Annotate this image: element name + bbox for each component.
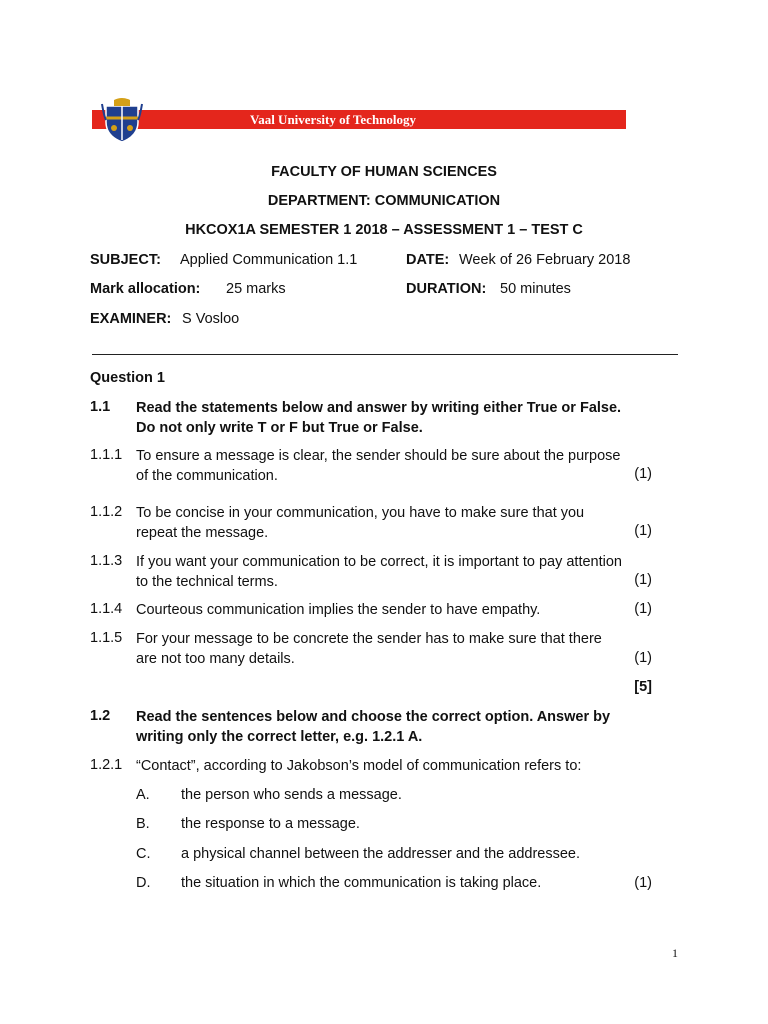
item-number: 1.1.3: [90, 553, 123, 569]
instruction-line: Read the statements below and answer by writing either True or False.: [136, 400, 622, 416]
duration-value: 50 minutes: [500, 281, 571, 297]
subject-value: Applied Communication 1.1: [180, 252, 358, 268]
item-text: [136, 447, 646, 486]
item-number: 1.2.1: [90, 757, 123, 773]
item-text: “Contact”, according to Jakobson’s model of communication refers to:: [136, 758, 582, 774]
divider-line: [92, 354, 678, 355]
item-mark: (1): [634, 875, 652, 891]
subject-label: SUBJECT:: [90, 252, 161, 268]
item-mark: (1): [634, 572, 652, 588]
item-text: [136, 553, 646, 592]
item-number: 1.1.2: [90, 504, 123, 520]
instruction-line: Do not only write T or F but True or False.: [136, 419, 423, 436]
item-text: [136, 504, 616, 543]
item-line: Courteous communication implies the sender to have empathy.: [136, 602, 541, 618]
question-instruction-1-2: [136, 708, 636, 747]
mark-allocation-value: 25 marks: [226, 281, 286, 297]
mark-allocation-label: Mark allocation:: [90, 281, 201, 297]
university-name: Vaal University of Technology: [250, 112, 417, 127]
item-line: repeat the message.: [136, 524, 269, 541]
item-line: To ensure a message is clear, the sender should be sure about the purpose: [136, 448, 621, 464]
option-letter-a: A.: [136, 787, 150, 803]
date-label: DATE:: [406, 252, 450, 268]
university-crest-icon: [100, 98, 144, 144]
item-line: To be concise in your communication, you have to make sure that you: [136, 505, 585, 521]
faculty-title: FACULTY OF HUMAN SCIENCES: [271, 164, 497, 180]
option-letter-d: D.: [136, 875, 151, 891]
date-value: Week of 26 February 2018: [459, 252, 631, 268]
item-mark: (1): [634, 650, 652, 666]
page-number: 1: [672, 946, 678, 960]
option-letter-b: B.: [136, 816, 150, 832]
item-text: [136, 630, 616, 669]
instruction-line: Read the sentences below and choose the correct option. Answer by: [136, 709, 611, 725]
item-mark: (1): [634, 523, 652, 539]
question-title: Question 1: [90, 370, 165, 386]
instruction-line: writing only the correct letter, e.g. 1.2.1 A.: [136, 728, 423, 745]
department-title: DEPARTMENT: COMMUNICATION: [267, 193, 501, 209]
item-number: 1.1.5: [90, 630, 123, 646]
question-number-1-1: 1.1: [90, 399, 111, 415]
item-line: of the communication.: [136, 467, 278, 484]
option-text-a: the person who sends a message.: [181, 787, 402, 803]
section-total: [5]: [634, 679, 652, 695]
item-number: 1.1.4: [90, 601, 123, 617]
examiner-label: EXAMINER:: [90, 311, 172, 327]
question-number-1-2: 1.2: [90, 708, 111, 724]
option-text-d: the situation in which the communication is taking place.: [181, 875, 542, 891]
item-text: [136, 601, 616, 621]
question-instruction-1-1: [136, 399, 636, 438]
option-letter-c: C.: [136, 846, 151, 862]
item-line: are not too many details.: [136, 650, 295, 667]
item-mark: (1): [634, 466, 652, 482]
item-number: 1.1.1: [90, 447, 123, 463]
item-line: If you want your communication to be correct, it is important to pay attention: [136, 554, 622, 570]
item-line: to the technical terms.: [136, 573, 278, 590]
option-text-b: the response to a message.: [181, 816, 360, 832]
item-mark: (1): [634, 601, 652, 617]
item-line: For your message to be concrete the sender has to make sure that there: [136, 631, 602, 647]
assessment-title: HKCOX1A SEMESTER 1 2018 – ASSESSMENT 1 – TEST C: [185, 222, 583, 238]
option-text-c: a physical channel between the addresser and the addressee.: [181, 846, 581, 862]
examiner-value: S Vosloo: [182, 311, 240, 327]
duration-label: DURATION:: [406, 281, 487, 297]
